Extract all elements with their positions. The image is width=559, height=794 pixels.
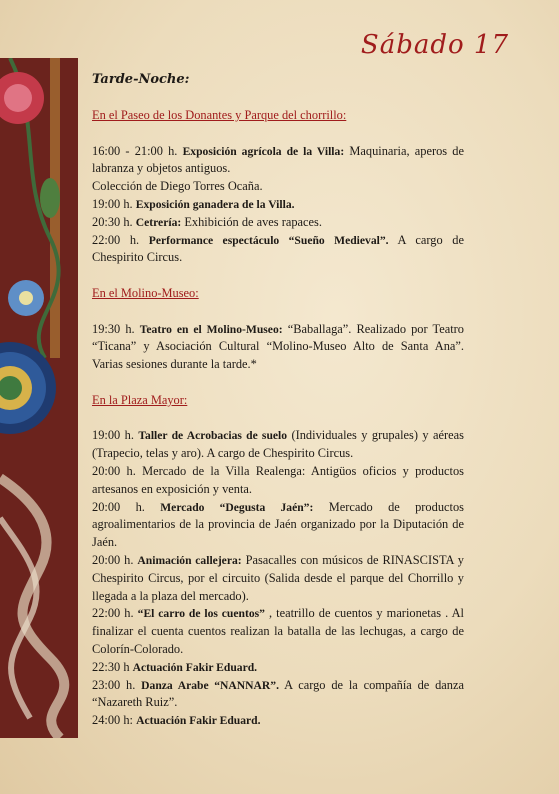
event-entry: 24:00 h: Actuación Fakir Eduard.: [92, 713, 261, 728]
event-entry: 22:00 h. “El carro de los cuentos” , teatrillo de cuentos y marionetas . Al finalizar el cuenta cuentos realizan la batalla de las lechugas, a cargo de Colorín-Colorado.: [92, 606, 464, 656]
event-entry: 16:00 - 21:00 h. Exposición agrícola de la Villa: Maquinaria, aperos de labranza y objetos antiguos.: [92, 143, 464, 176]
event-entry: 19:00 h. Exposición ganadera de la Villa.: [92, 196, 295, 211]
event-entry: 20:30 h. Cetrería: Exhibición de aves rapaces.: [92, 214, 322, 229]
schedule-section: [92, 285, 464, 374]
event-entry: 22:00 h. Performance espectáculo “Sueño Medieval”. A cargo de Chespirito Circus.: [92, 232, 464, 265]
event-entry: 20:00 h. Mercado de la Villa Realenga: Antigüos oficios y productos artesanos en exposición y venta.: [92, 463, 464, 496]
event-entry: 19:00 h. Taller de Acrobacias de suelo (Individuales y grupales) y aéreas (Trapecio, telas y aro). A cargo de Chespirito Circus.: [92, 428, 464, 461]
decorative-manuscript-border: [0, 58, 78, 738]
schedule-section: [92, 107, 464, 267]
location-heading: En la Plaza Mayor:: [92, 392, 188, 407]
event-entry: 20:00 h. Mercado “Degusta Jaén”: Mercado de productos agroalimentarios de la provincia de Jaén organizado por la Diputación de Jaén.: [92, 499, 464, 550]
event-entry: 19:30 h. Teatro en el Molino-Museo: “Baballaga”. Realizado por Teatro “Ticana” y Asociación Cultural “Molino-Museo Alto de Santa Ana”. Varias sesiones durante la tarde.*: [92, 321, 464, 372]
event-entry: 23:00 h. Danza Arabe “NANNAR”. A cargo de la compañía de danza “Nazareth Ruiz”.: [92, 677, 464, 710]
schedule-section: [92, 392, 464, 730]
schedule-content: [92, 107, 464, 748]
event-entry: Colección de Diego Torres Ocaña.: [92, 179, 263, 194]
event-entry: 22:30 h Actuación Fakir Eduard.: [92, 659, 258, 674]
event-entry: 20:00 h. Animación callejera: Pasacalles con músicos de RINASCISTA y Chespirito Circus, por el circuito (Salida desde el parque del Chorrillo y llegada a la plaza del mercado).: [92, 552, 464, 603]
illuminated-floral-ornament: [0, 58, 78, 738]
location-heading: En el Paseo de los Donantes y Parque del chorrillo:: [92, 108, 347, 122]
page-title: Sábado 17: [360, 30, 509, 60]
section-heading: Tarde-Noche:: [92, 72, 190, 87]
location-heading: En el Molino-Museo:: [92, 285, 199, 300]
